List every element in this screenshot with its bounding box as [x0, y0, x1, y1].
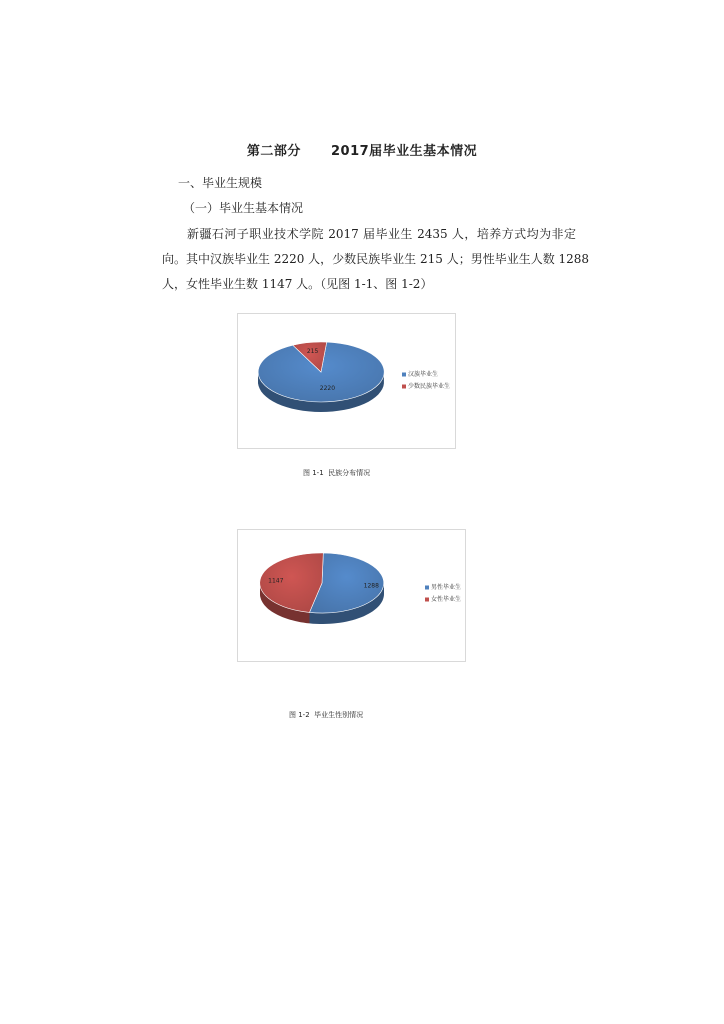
- section-title: 第二部分 2017届毕业生基本情况: [246, 144, 478, 159]
- legend-swatch: [425, 586, 429, 590]
- pie-value-label: 1147: [268, 577, 284, 585]
- pie-value-label: 2220: [319, 385, 336, 393]
- legend-label: 男性毕业生: [431, 584, 462, 591]
- figure-1-1-caption: 图 1-1 民族分布情况: [303, 469, 371, 477]
- paragraph-line: 人，女性毕业生数 1147 人。（见图 1-1、图 1-2）: [162, 277, 433, 291]
- paragraph-line: 向。其中汉族毕业生 2220 人，少数民族毕业生 215 人；男性毕业生人数 1288: [162, 252, 590, 266]
- legend-swatch: [402, 385, 406, 389]
- paragraph-line: 新疆石河子职业技术学院 2017 届毕业生 2435 人，培养方式均为非定: [187, 227, 576, 241]
- ethnicity-pie-svg: [238, 314, 457, 450]
- pie-value-label: 215: [306, 347, 319, 355]
- legend-swatch: [402, 373, 406, 377]
- legend-swatch: [425, 598, 429, 602]
- gender-pie-chart: [237, 529, 466, 662]
- gender-pie-svg: [238, 530, 467, 663]
- heading-graduate-scale: 一、毕业生规模: [178, 176, 263, 190]
- heading-basic-info: （一）毕业生基本情况: [183, 201, 304, 215]
- ethnicity-pie-chart: [237, 313, 456, 449]
- pie-value-label: 1288: [363, 582, 379, 590]
- legend-label: 少数民族毕业生: [408, 383, 451, 390]
- legend-label: 汉族毕业生: [408, 371, 439, 378]
- body-paragraph: [162, 222, 590, 297]
- legend-label: 女性毕业生: [431, 596, 462, 603]
- figure-1-2-caption: 图 1-2 毕业生性别情况: [289, 711, 364, 719]
